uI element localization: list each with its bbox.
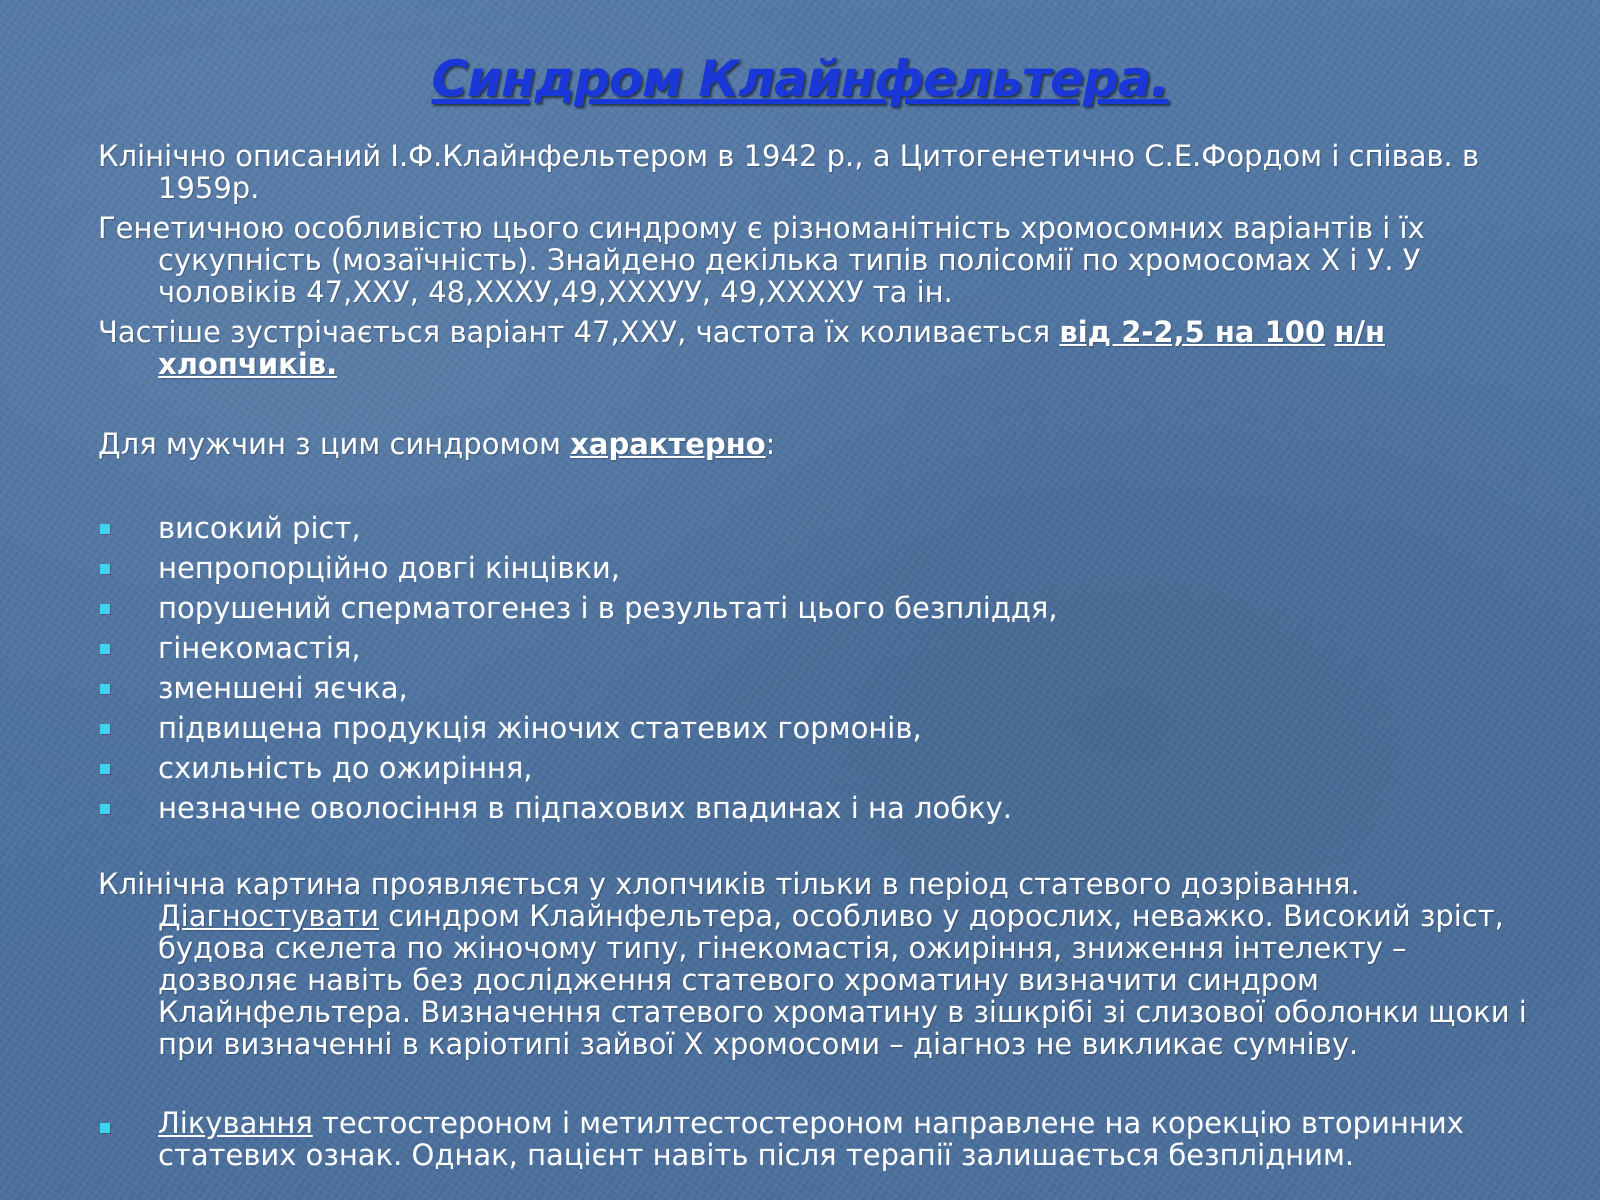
frequency-unit: н/н: [1334, 315, 1386, 349]
treatment-keyword: Лікування: [158, 1106, 313, 1140]
diagnosis-line-5: Клайнфельтера. Визначення статевого хроматину в зішкрібі зі слизової оболонки щоки і: [158, 995, 1527, 1029]
paragraph-genetics: [98, 212, 1528, 308]
characteristic-text: Для мужчин з цим синдромом: [98, 427, 571, 461]
paragraph-diagnosis: [98, 868, 1528, 1060]
frequency-space: [1325, 315, 1334, 349]
symptom-list: [98, 508, 1498, 828]
paragraph-characteristic: [98, 428, 1528, 460]
paragraph-history-line-1: Клінічно описаний І.Ф.Клайнфельтером в 1942 р., а Цитогенетично С.Е.Фордом і співав. в: [98, 139, 1480, 173]
bullet-square-icon: [100, 684, 110, 694]
bullet-square-icon: [100, 524, 110, 534]
bullet-square-icon: [100, 564, 110, 574]
treatment-line-2: статевих ознак. Однак, пацієнт навіть після терапії залишається безплідним.: [158, 1138, 1355, 1172]
list-item-text: підвищена продукція жіночих статевих гормонів,: [158, 711, 922, 745]
bullet-square-icon: [100, 1123, 110, 1133]
bullet-square-icon: [100, 644, 110, 654]
treatment-line-1: [98, 1107, 1528, 1139]
list-item-text: зменшені яєчка,: [158, 671, 408, 705]
characteristic-colon: :: [765, 427, 776, 461]
diagnosis-keyword: Діагностувати: [158, 899, 380, 933]
list-item-text: високий ріст,: [158, 511, 361, 545]
treatment-item: [98, 1107, 1528, 1171]
diagnosis-line-6: при визначенні в каріотипі зайвої Х хромосоми – діагноз не викликає сумніву.: [158, 1027, 1359, 1061]
slide-title: Синдром Клайнфельтера.: [431, 50, 1169, 108]
frequency-text: Частіше зустрічається варіант 47,ХХУ, частота їх коливається: [98, 315, 1060, 349]
paragraph-genetics-line-2: сукупність (мозаїчність). Знайдено декілька типів полісомії по хромосомах Х і У. У: [158, 243, 1421, 277]
bullet-square-icon: [100, 804, 110, 814]
list-item: [98, 788, 1498, 828]
diagnosis-line-2-text: синдром Клайнфельтера, особливо у дорослих, неважко. Високий зріст,: [379, 899, 1504, 933]
diagnosis-line-4: дозволяє навіть без дослідження статевого хроматину визначити синдром: [158, 963, 1319, 997]
treatment-line-1-text: тестостероном і метилтестостероном направлене на корекцію вторинних: [312, 1106, 1464, 1140]
diagnosis-line-3: будова скелета по жіночому типу, гінекомастія, ожиріння, зниження інтелекту –: [158, 931, 1407, 965]
list-item: [98, 588, 1498, 628]
paragraph-genetics-line-3: чоловіків 47,ХХУ, 48,ХХХУ,49,ХХХУУ, 49,ХХХХУ та ін.: [158, 275, 953, 309]
bullet-square-icon: [100, 724, 110, 734]
list-item: [98, 628, 1498, 668]
list-item: [98, 548, 1498, 588]
paragraph-genetics-line-1: Генетичною особливістю цього синдрому є різноманітність хромосомних варіантів і їх: [98, 211, 1425, 245]
paragraph-frequency: [98, 316, 1528, 380]
bullet-square-icon: [100, 604, 110, 614]
list-item-text: непропорційно довгі кінцівки,: [158, 551, 620, 585]
frequency-subject: хлопчиків.: [158, 347, 338, 381]
list-item: [98, 708, 1498, 748]
characteristic-keyword: характерно: [570, 427, 766, 461]
list-item: [98, 668, 1498, 708]
frequency-value: від 2-2,5 на 100: [1059, 315, 1326, 349]
bullet-square-icon: [100, 764, 110, 774]
paragraph-history-line-2: 1959р.: [158, 171, 260, 205]
list-item: [98, 508, 1498, 548]
paragraph-history: [98, 140, 1528, 204]
frequency-continuation: [98, 348, 1528, 380]
diagnosis-line-2: [98, 900, 1528, 932]
list-item: [98, 748, 1498, 788]
list-item-text: гінекомастія,: [158, 631, 361, 665]
diagnosis-line-1: Клінічна картина проявляється у хлопчиків тільки в період статевого дозрівання.: [98, 867, 1360, 901]
list-item-text: порушений сперматогенез і в результаті цього безпліддя,: [158, 591, 1058, 625]
list-item-text: незначне оволосіння в підпахових впадинах і на лобку.: [158, 791, 1012, 825]
list-item-text: схильність до ожиріння,: [158, 751, 533, 785]
